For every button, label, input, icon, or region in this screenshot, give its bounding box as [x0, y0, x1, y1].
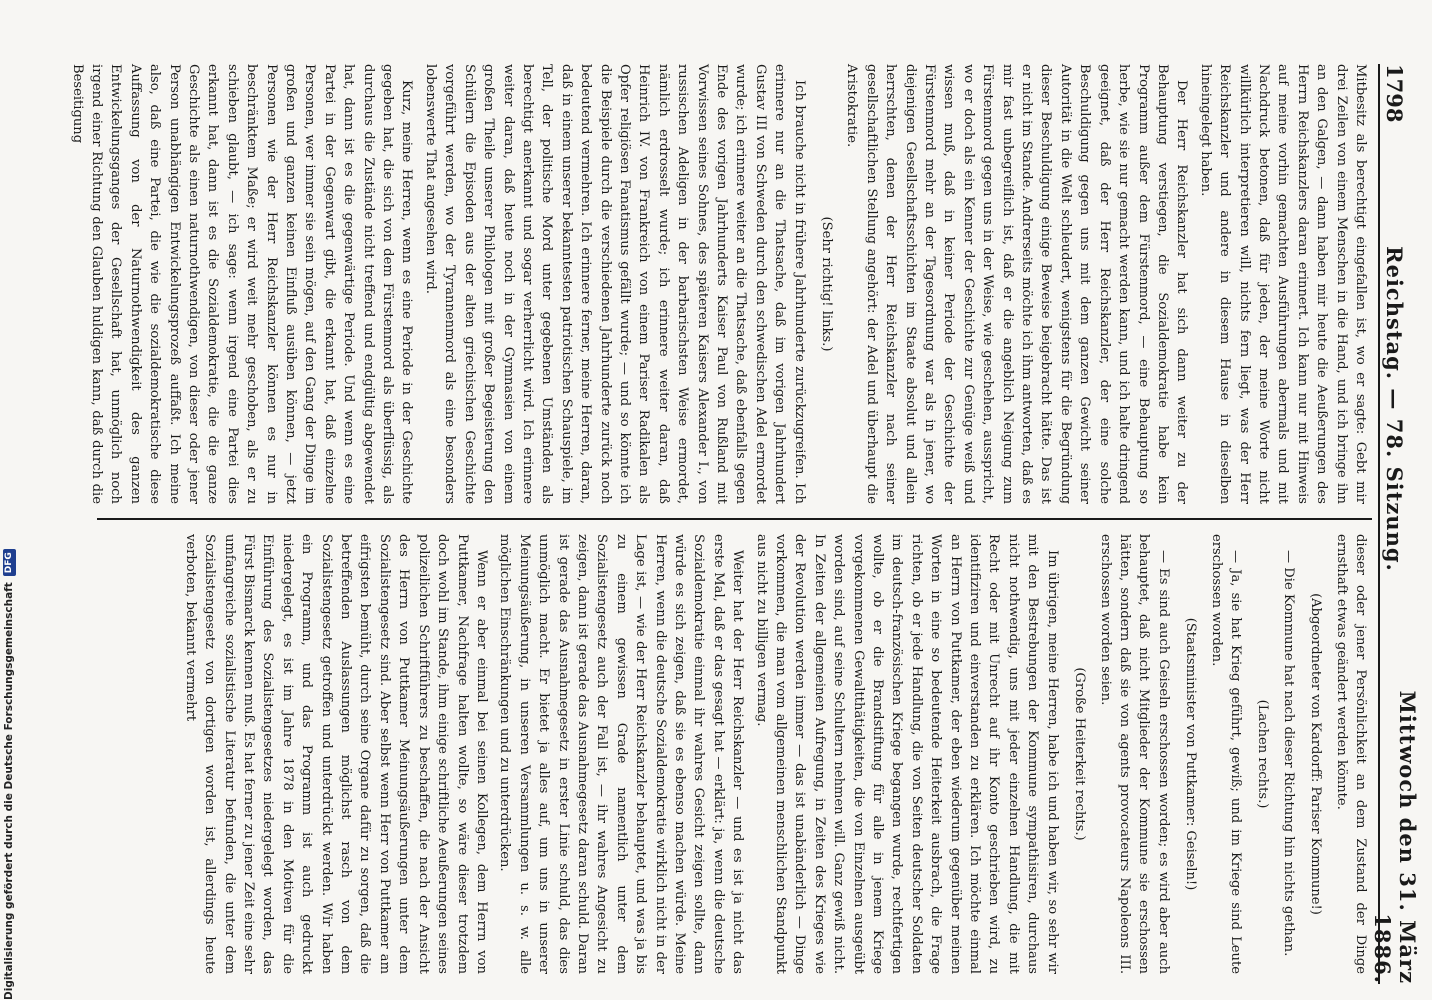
interjection-note: (Große Heiterkeit rechts.) — [1072, 667, 1088, 841]
paragraph: Wenn er aber einmal bei seinen Kollegen, dem Herrn von Puttkamer, Nachfrage halten wollte, so wäre dieser trotzdem doch wohl im Stande, ihm einige schriftliche Aeußerungen seines polizeilichen Schriftführers zu beschaffen, die nach der Ansicht des Herrn von Puttkamer Meinungsäußerungen unter dem Sozialistengesetz sind. Aber selbst wenn Herr von Puttkamer am eifrigsten bemüht, durch seine Organe dafür zu sorgen, daß die betreffenden Auslassungen möglichst rasch von dem Sozialistengesetz getroffen und unterdrückt werden. Wir haben ein Programm, und das Programm ist auch gedruckt niedergelegt, es ist im Jahre 1878 in den Motiven für die Einführung des Sozialistengesetzes niedergelegt worden, das Fürst Bismarck kennen muß. Es hat ferner zu jener Zeit eine sehr umfangreiche sozialistische Literatur befunden, die unter dem Sozialistengesetz von dortigen worden ist, allerdings heute verboten, bekannt vermehrt — [182, 534, 489, 974]
interjection-note: (Sehr richtig! links.) — [819, 216, 835, 352]
paragraph: Ich brauche nicht in frühere Jahrhunderte zurückzugreifen. Ich erinnere nur an die Thatsache, daß im vorigen Jahrhundert Gustav III von Schweden durch den schwedischen Adel ermordet wurde; ich erinnere weiter an die Thatsache, daß ebenfalls gegen Ende des vorigen Jahrhunderts Kaiser Paul von Rußland mit Vorwissen seines Sohnes, des späteren Kaisers Alexander I., von russischen Adeligen in der barbarischsten Weise ermordet, nämlich erdrosselt wurde; ich erinnere weiter daran, daß Heinrich IV. von Frankreich von einem Pariser Radikalen als Opfer religiösen Fanatismus gefällt wurde; — und so könnte ich die Beispiele durch die verschiedenen Jahrhunderte zurück noch bedeutend vermehren. Ich erinnere ferner, meine Herren, daran, daß in einem unserer bekanntesten patriotischen Schauspiele, im Tell, der politische Mord unter gegebenen Umständen als berechtigt anerkannt und sogar verherrlicht wird. Ich erinnere weiter daran, daß heute noch in der Gymnasien von einem großen Theile unserer Philologen mit großer Begeisterung den Schülern die Episoden aus der alten griechischen Geschichte vorgeführt werden, wo der Tyrannenmord als eine besonders lobenswerte That angesehen wird. — [422, 64, 807, 504]
interjection-note: (Abgeordneter von Kardorff: Pariser Kommune!) — [1308, 593, 1324, 915]
funding-credit-line — [1, 400, 17, 1000]
funding-credit-text: Digitalisierung gefördert durch die Deutsche Forschungsgemeinschaft — [3, 582, 15, 1000]
page-header — [1370, 64, 1420, 984]
paragraph: Im übrigen, meine Herren, habe ich und haben wir, so sehr wir mit den Bestrebungen der Kommune sympathisiren, durchaus nicht nothwendig, uns mit jeder einzelnen Handlung, die mit Recht oder mit Unrecht auf ihr Konto geschrieben wird, zu identifiziren und einverstanden zu erklären. Ich möchte einmal an Herrn von Puttkamer, der eben wiederum gegenüber meinen Worten in eine so bedeutende Heiterkeit ausbrach, die Frage richten, ob er jede Handlung, die von Seiten deutscher Soldaten im deutsch-französischen Kriege begangen wurde, rechtfertigen wollte, ob er die Brandstiftung für alle in jenem Kriege vorgekommenen Gewaltthätigkeiten, die von Einzelnen ausgeübt worden sind, auf seine Schultern nehmen will. Ganz gewiß nicht. In Zeiten der allgemeinen Aufregung, in Zeiten des Krieges wie der Revolution werden immer — das ist unabänderlich — Dinge vorkommen, die man vom allgemeinen menschlichen Standpunkt aus nicht zu billigen vermag. — [753, 534, 1060, 974]
paragraph: Weiter hat der Herr Reichskanzler — und es ist ja nicht das erste Mal, daß er das gesagt hat — erklärt: ja, wenn die deutsche Sozialdemokratie einmal ihr wahres Gesicht zeigen sollte, dann würde es sich zeigen, daß sie es ebenso machen würde. Meine Herren, wenn die deutsche Sozialdemokratie wirklich nicht in der Lage ist, — wie der Herr Reichskanzler behauptet, und was ja bis zu einem gewissen Grade namentlich unter dem Sozialistengesetz auch der Fall ist, — ihr wahres Angesicht zu zeigen, dann ist gerade das Ausnahmegesetz daran schuld. Daran ist gerade das Ausnahmegesetz in erster Linie schuld, das dies unmöglich macht. Er bietet ja alles auf, um uns in unserer Meinungsäußerung, in unseren Versammlungen u. s. w. alle möglichen Einschränkungen und zu unterdrücken. — [497, 534, 746, 974]
paragraph: — Die Kommune hat nach dieser Richtung hin nichts gethan. — [1280, 550, 1296, 957]
left-text-column — [69, 64, 1370, 504]
dfg-logo: DFG — [3, 549, 16, 576]
interjection-note: (Lachen rechts.) — [1255, 699, 1271, 809]
interjection-note: (Staatsminister von Puttkamer: Geiseln!) — [1183, 617, 1199, 891]
rotated-document-page — [12, 0, 1432, 1000]
right-text-column — [100, 534, 1370, 974]
paragraph: — Ja, sie hat Krieg geführt, gewiß; und im Kriege sind Leute erschossen worden. — [1208, 534, 1243, 974]
paragraph: Mitbesitz als berechtigt eingefallen ist, wo er sagte: Gebt mir drei Zeilen von einem Menschen in die Hand, und ich bringe ihn an den Galgen, — dann haben mir heute die Aeußerungen des Herrn Reichskanzlers daran erinnert. Ich kann nur mit Hinweis auf meine vorhin gemachten Ausführungen abermals und mit Nachdruck betonen, daß für jeden, der meine Worte nicht willkürlich interpretieren will, nichts fern liegt, was der Herr Reichskanzler und andere in diesem Hause in dieselben hineingelegt haben. — [1197, 64, 1368, 504]
paragraph: Kurz, meine Herren, wenn es eine Periode in der Geschichte gegeben hat, die sich von dem Fürstenmord als überflüssig, als durchaus die Zustände nicht treffend und endgültig abgewendet hat, dann ist es die gegenwärtige Periode. Und wenn es eine Partei in der Gegenwart gibt, die erkannt hat, daß einzelne Personen, wer immer sie sein mögen, auf den Gang der Dinge im großen und ganzen keinen Einfluß ausüben können, — jetzt Personen wie der Herr Reichskanzler können es nur in beschränktem Maße; er wird weit mehr geschoben, als er zu schieben glaubt, — ich sage: wenn irgend eine Partei dies erkannt hat, dann ist es die Sozialdemokratie, die die ganze Geschichte als einen naturnothwendigen, von dieser oder jener Person unabhängigen Entwickelungsprozeß auffaßt. Ich meine also, daß eine Partei, die wie die sozialdemokratische diese Auffassung von der Naturnothwendigkeit des ganzen Entwickelungsganges der Gesellschaft hat, unmöglich noch irgend einer Richtung den Glauben huldigen kann, daß durch die Beseitigung — [69, 64, 415, 504]
paragraph: — Es sind auch Geiseln erschossen worden; es wird aber auch behauptet, daß nicht Mitglieder der Kommune sie erschossen hätten, sondern daß sie von agents provocateurs Napoleons III. erschossen worden seien. — [1097, 534, 1171, 974]
session-date: Mittwoch den 31. März 1886. — [1370, 690, 1420, 984]
column-divider — [97, 518, 1372, 520]
page-number: 1798 — [1382, 64, 1408, 123]
session-title: Reichstag. — 78. Sitzung. — [1382, 246, 1408, 572]
paragraph: dieser oder jener Persönlichkeit an dem Zustand der Dinge ernsthaft etwas geändert werden könnte. — [1333, 534, 1368, 974]
paragraph: Der Herr Reichskanzler hat sich dann weiter zu der Behauptung verstiegen, die Sozialdemokratie habe kein Programm außer dem Fürstenmord, — eine Behauptung so herbe, wie sie nur gemacht werden kann, und ich halte dringend geeignet, daß der Herr Reichskanzler, der eine solche Beschuldigung gegen uns mit dem ganzen Gewicht seiner Autorität in die Welt schleudert, wenigstens für die Begründung dieser Beschuldigung einige Beweise beigebracht hätte. Das ist er nicht im Stande. Andrerseits möchte ich ihm antworten, daß es mir fast unbegreiflich ist, daß er die angeblich Neigung zum Fürstenmord gegen uns in der Weise, wie geschehen, ausspricht, wo er doch als ein Kenner der Geschichte zur Genüge weiß und wissen muß, daß in keiner Periode der Geschichte der Fürstenmord mehr an der Tagesordnung war als in jener, wo diejenigen Gesellschaftsschichten im Staate absolut und allein herrschten, denen der Herr Reichskanzler nach seiner gesellschaftlichen Stellung angehört: der Adel und überhaupt die Aristokratie. — [844, 64, 1190, 504]
